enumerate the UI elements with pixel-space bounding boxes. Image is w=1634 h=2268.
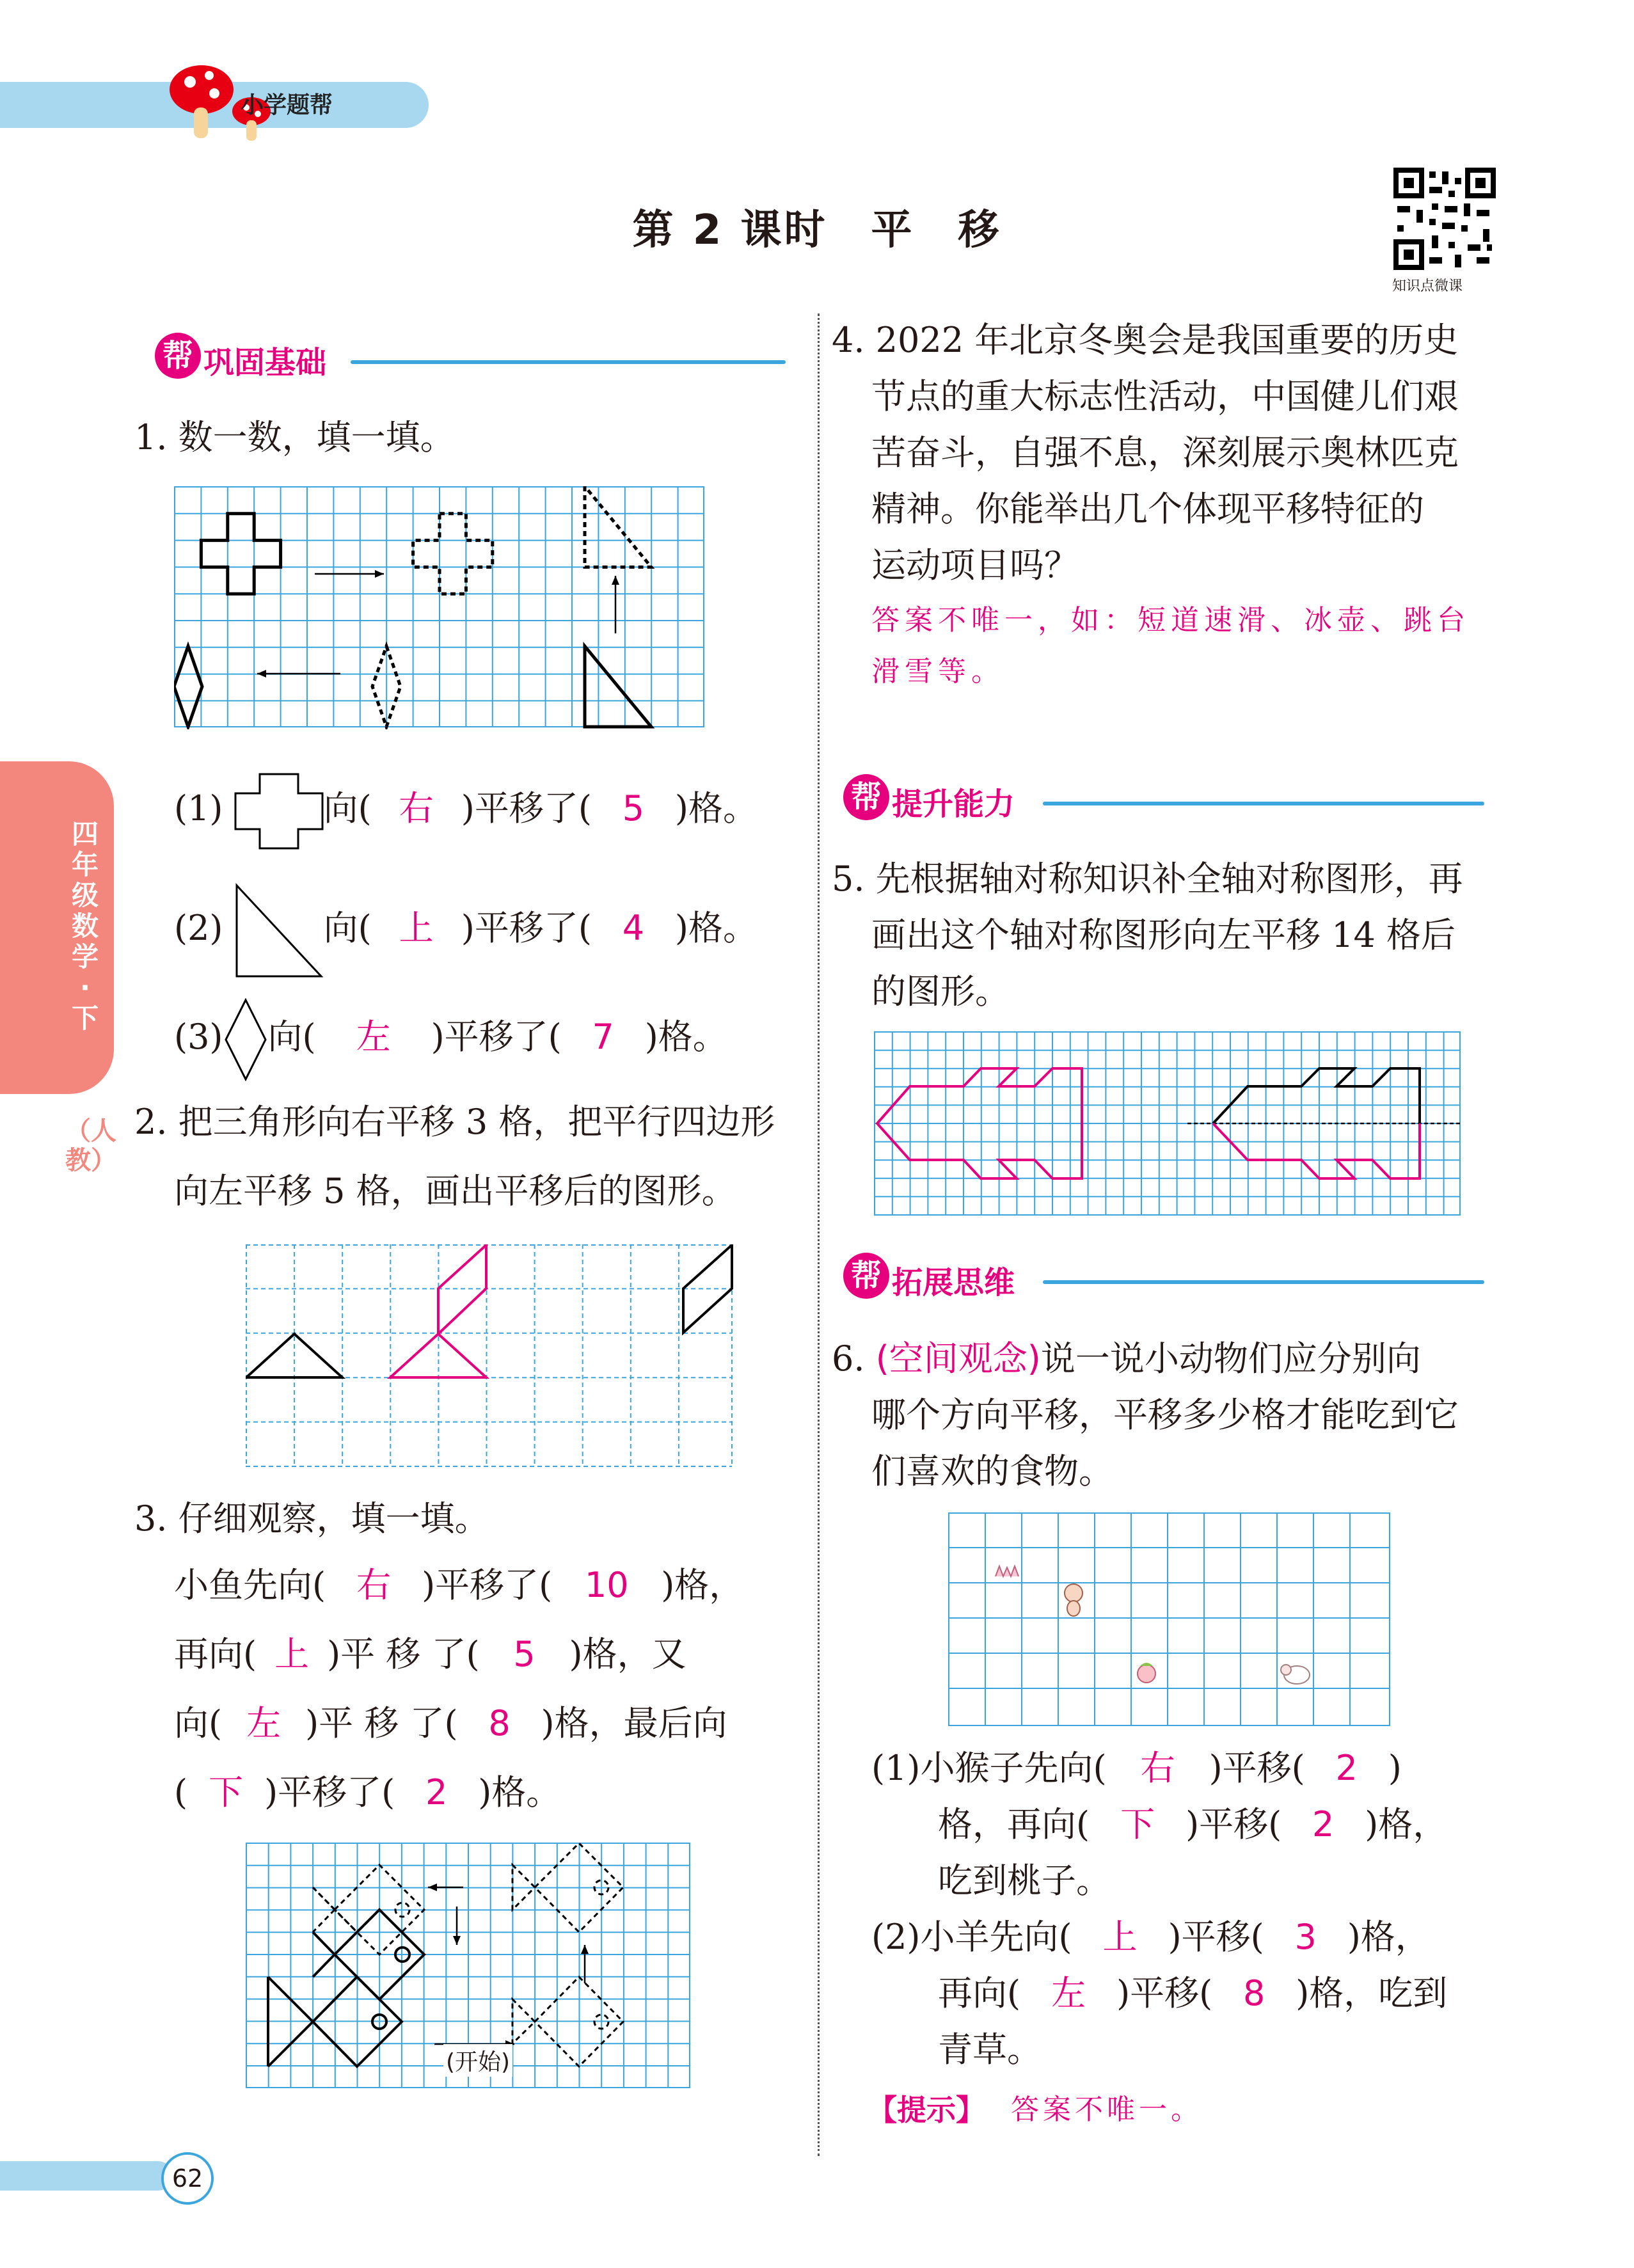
- q4-line-2: 节点的重大标志性活动，中国健儿们艰: [871, 376, 1459, 416]
- q1-answer-steps[interactable]: 5: [622, 788, 645, 829]
- section-title-thinking: 拓展思维: [892, 1265, 1015, 1301]
- q4-answer-line-2: 滑雪等。: [871, 655, 1004, 688]
- q6-line-3: 们喜欢的食物。: [871, 1451, 1113, 1491]
- q5-grid-figure: [874, 1031, 1461, 1217]
- q6-p2-blank-2[interactable]: 3: [1294, 1917, 1317, 1957]
- q1-answer-direction[interactable]: 左: [356, 1017, 391, 1057]
- q3-line-4: ( 下 )平移了( 2 )格。: [174, 1764, 560, 1821]
- q5-line-1: 5. 先根据轴对称知识补全轴对称图形，再: [832, 859, 1463, 899]
- q6-part-1-line-2: 格，再向( 下 )平移( 2 )格，: [938, 1796, 1447, 1853]
- section-badge: 帮: [843, 774, 889, 820]
- q1-grid-figure: [174, 486, 705, 729]
- q1-item-3: (3) 向( 左 )平移了( 7 )格。: [174, 998, 727, 1081]
- q3-blank-1[interactable]: 右: [356, 1565, 392, 1605]
- q4-line-4: 精神。你能举出几个体现平移特征的: [871, 489, 1424, 529]
- sheep-icon: [1281, 1665, 1310, 1684]
- section-title-ability: 提升能力: [892, 786, 1015, 822]
- grass-icon: [995, 1566, 1019, 1576]
- q4-answer-line-1: 答案不唯一，如：短道速滑、冰壶、跳台: [871, 604, 1470, 637]
- q1-answer-steps[interactable]: 7: [592, 1017, 614, 1057]
- q4-line-1: 4. 2022 年北京冬奥会是我国重要的历史: [832, 320, 1459, 360]
- q2-grid-figure: [246, 1244, 733, 1468]
- q6-p2-blank-4[interactable]: 8: [1243, 1973, 1265, 2013]
- q1-answer-steps[interactable]: 4: [622, 908, 645, 948]
- q3-line-2: 再向( 上 )平 移 了( 5 )格，又: [174, 1626, 686, 1683]
- q6-part-2-line-2: 再向( 左 )平移( 8 )格，吃到: [938, 1965, 1447, 2022]
- start-label: (开始): [443, 2044, 512, 2077]
- q6-p1-blank-2[interactable]: 2: [1335, 1748, 1358, 1788]
- q1-item-num: (1): [174, 788, 223, 829]
- q6-tag: (空间观念): [875, 1338, 1041, 1379]
- q4-line-5: 运动项目吗？: [871, 545, 1079, 585]
- peach-icon: [1138, 1663, 1155, 1683]
- q6-p2-blank-1[interactable]: 上: [1102, 1917, 1138, 1957]
- q3-blank-8[interactable]: 2: [425, 1772, 448, 1812]
- section-rule: [1043, 802, 1484, 805]
- q6-part-2-line-3: 青草。: [938, 2029, 1042, 2070]
- qr-caption: 知识点微课: [1392, 278, 1463, 294]
- section-badge: 帮: [843, 1253, 889, 1299]
- q3-blank-3[interactable]: 上: [274, 1634, 310, 1674]
- q6-p1-blank-3[interactable]: 下: [1120, 1804, 1155, 1844]
- q2-line-2: 向左平移 5 格，画出平移后的图形。: [174, 1171, 736, 1211]
- q1-item-2: (2) 向( 上 )平移了( 4 )格。: [174, 883, 758, 979]
- q6-part-2-line-1: (2)小羊先向( 上 )平移( 3 )格，: [871, 1909, 1430, 1965]
- q1-answer-direction[interactable]: 右: [399, 788, 434, 829]
- diamond-shape-icon: [223, 998, 268, 1081]
- q5-line-3: 的图形。: [871, 971, 1010, 1011]
- grade-subject-label: 四年级数学·下: [71, 818, 99, 1034]
- q6-part-1-line-3: 吃到桃子。: [938, 1860, 1111, 1901]
- q1-answer-direction[interactable]: 上: [399, 908, 434, 948]
- qr-code-icon[interactable]: [1393, 168, 1496, 270]
- q3-prompt: 3. 仔细观察，填一填。: [134, 1498, 489, 1539]
- q3-blank-4[interactable]: 5: [513, 1634, 535, 1674]
- q3-line-3: 向( 左 )平 移 了( 8 )格，最后向: [174, 1695, 727, 1752]
- section-rule: [1043, 1280, 1484, 1284]
- q6-p1-blank-1[interactable]: 右: [1140, 1748, 1175, 1788]
- q3-blank-2[interactable]: 10: [584, 1565, 629, 1605]
- monkey-icon: [1065, 1584, 1083, 1616]
- q3-blank-6[interactable]: 8: [488, 1703, 511, 1743]
- page-title: 第 2 课时 平 移: [632, 207, 1002, 254]
- q2-line-1: 2. 把三角形向右平移 3 格，把平行四边形: [134, 1102, 775, 1142]
- q1-prompt: 1. 数一数，填一填。: [134, 417, 455, 457]
- brand-name: 小学题帮: [241, 92, 333, 118]
- q1-item-1: (1) 向( 右 )平移了( 5 )格。: [174, 773, 758, 850]
- q6-p2-blank-3[interactable]: 左: [1051, 1973, 1086, 2013]
- q4-line-3: 苦奋斗，自强不息，深刻展示奥林匹克: [871, 432, 1459, 473]
- q1-item-num: (2): [174, 908, 223, 948]
- q6-part-1-line-1: (1)小猴子先向( 右 )平移( 2 ): [871, 1740, 1402, 1796]
- footer-bar: [0, 2161, 173, 2191]
- section-title-basic: 巩固基础: [203, 345, 327, 381]
- cross-shape-icon: [234, 773, 324, 850]
- q6-animal-grid-figure: [948, 1512, 1391, 1727]
- q1-item-num: (3): [174, 1017, 223, 1057]
- q6-p1-blank-4[interactable]: 2: [1312, 1804, 1335, 1844]
- page-number: 62: [161, 2152, 214, 2205]
- triangle-shape-icon: [234, 883, 324, 979]
- q3-blank-7[interactable]: 下: [209, 1772, 244, 1812]
- q5-line-2: 画出这个轴对称图形向左平移 14 格后: [871, 915, 1456, 955]
- q3-blank-5[interactable]: 左: [246, 1703, 282, 1743]
- section-badge: 帮: [155, 333, 201, 379]
- publisher-label: （人教）: [65, 1116, 116, 1175]
- q6-line-1: 6. (空间观念)说一说小动物们应分别向: [832, 1338, 1421, 1379]
- column-divider: [818, 313, 820, 2156]
- hint-label: 【提示】: [868, 2093, 985, 2127]
- q6-line-2: 哪个方向平移，平移多少格才能吃到它: [871, 1395, 1459, 1435]
- section-rule: [351, 360, 786, 364]
- q3-line-1: 小鱼先向( 右 )平移了( 10 )格，: [174, 1557, 743, 1614]
- hint-text: 答案不唯一。: [1011, 2093, 1203, 2126]
